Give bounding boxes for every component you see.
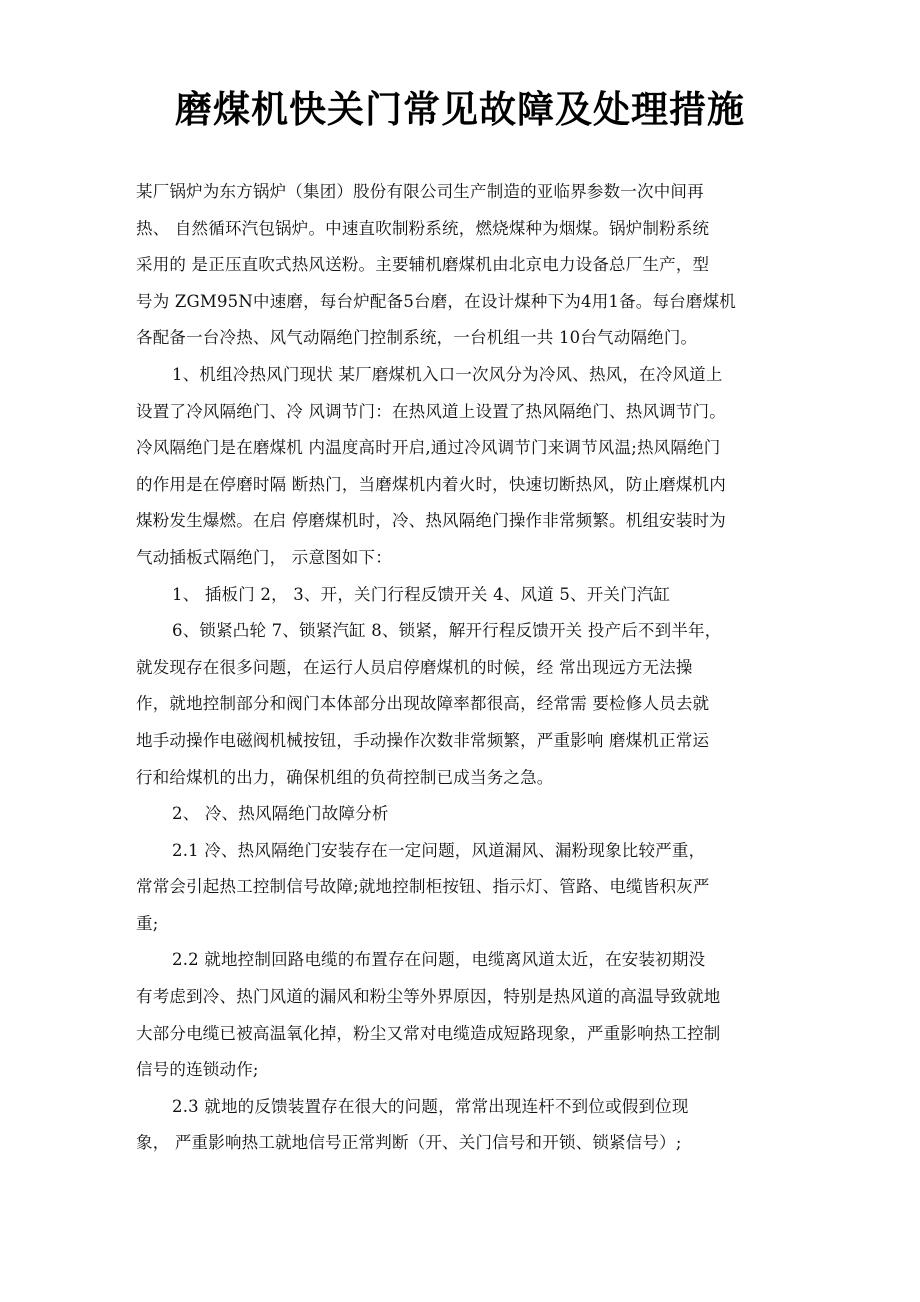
paragraph-line: 冷风隔绝门是在磨煤机 内温度高时开启,通过冷风调节门来调节风温;热风隔绝门	[136, 438, 721, 458]
paragraph-line: 2、 冷、热风隔绝门故障分析	[172, 804, 389, 824]
paragraph-line: 采用的 是正压直吹式热风送粉。主要辅机磨煤机由北京电力设备总厂生产，型	[136, 255, 710, 275]
paragraph-line: 1、 插板门 2， 3、开，关门行程反馈开关 4、风道 5、开关门汽缸	[172, 584, 671, 604]
paragraph-line: 大部分电缆已被高温氧化掉，粉尘又常对电缆造成短路现象，严重影响热工控制	[136, 1023, 721, 1043]
paragraph-line: 有考虑到冷、热门风道的漏风和粉尘等外界原因，特别是热风道的高温导致就地	[136, 987, 721, 1007]
paragraph-line: 某厂锅炉为东方锅炉（集团）股份有限公司生产制造的亚临界参数一次中间再	[136, 182, 704, 201]
paragraph-line: 设置了冷风隔绝门、冷 风调节门：在热风道上设置了热风隔绝门、热风调节门。	[136, 401, 726, 421]
paragraph-line: 号为 ZGM95N中速磨，每台炉配备5台磨，在设计煤种下为4用1备。每台磨煤机	[136, 291, 737, 311]
document-title: 磨煤机快关门常见故障及处理措施	[175, 88, 745, 131]
paragraph-line: 2.2 就地控制回路电缆的布置存在问题，电缆离风道太近，在安装初期没	[172, 950, 706, 970]
paragraph-line: 1、机组冷热风门现状 某厂磨煤机入口一次风分为冷风、热风，在冷风道上	[172, 364, 723, 384]
paragraph-line: 的作用是在停磨时隔 断热门，当磨煤机内着火时，快速切断热风，防止磨煤机内	[136, 474, 726, 494]
paragraph-line: 6、锁紧凸轮 7、锁紧汽缸 8、锁紧，解开行程反馈开关 投产后不到半年，	[172, 621, 722, 641]
paragraph-line: 象， 严重影响热工就地信号正常判断（开、关门信号和开锁、锁紧信号）;	[136, 1133, 682, 1153]
paragraph-line: 地手动操作电磁阀机械按钮，手动操作次数非常频繁，严重影响 磨煤机正常运	[136, 730, 710, 750]
paragraph-line: 气动插板式隔绝门， 示意图如下：	[136, 547, 392, 567]
document-body	[136, 174, 816, 1162]
paragraph-line: 重;	[136, 913, 159, 933]
paragraph-line: 就发现存在很多问题，在运行人员启停磨煤机的时候，经 常出现远方无法操	[136, 657, 693, 677]
paragraph-line: 信号的连锁动作;	[136, 1060, 259, 1080]
paragraph-line: 煤粉发生爆燃。在启 停磨煤机时，冷、热风隔绝门操作非常频繁。机组安装时为	[136, 511, 726, 531]
paragraph-line: 2.3 就地的反馈装置存在很大的问题，常常出现连杆不到位或假到位现	[172, 1096, 689, 1116]
paragraph-line: 作，就地控制部分和阀门本体部分出现故障率都很高，经常需 要检修人员去就	[136, 694, 710, 714]
paragraph-line: 常常会引起热工控制信号故障;就地控制柜按钮、指示灯、管路、电缆皆积灰严	[136, 877, 710, 897]
paragraph-line: 2.1 冷、热风隔绝门安装存在一定问题，风道漏风、漏粉现象比较严重，	[172, 840, 706, 860]
paragraph-line: 各配备一台冷热、风气动隔绝门控制系统，一台机组一共 10台气动隔绝门。	[136, 328, 698, 348]
paragraph-line: 热、 自然循环汽包锅炉。中速直吹制粉系统，燃烧煤种为烟煤。锅炉制粉系统	[136, 218, 710, 238]
paragraph-line: 行和给煤机的出力，确保机组的负荷控制已成当务之急。	[136, 767, 554, 787]
